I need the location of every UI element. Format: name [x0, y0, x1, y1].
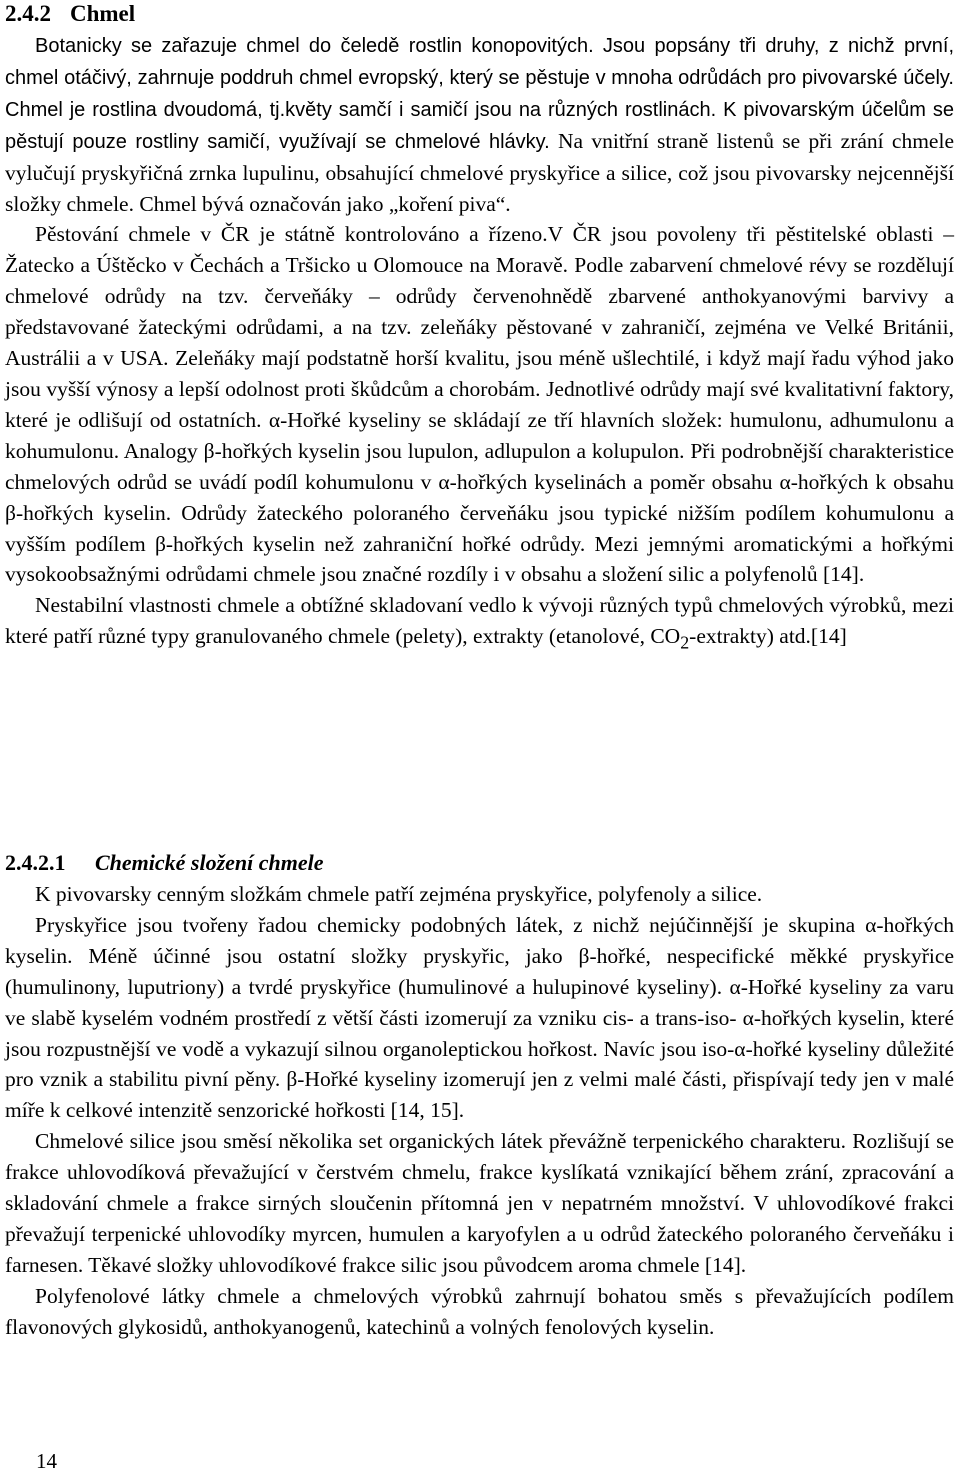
- paragraph: [5, 30, 954, 219]
- section-number: 2.4.2: [5, 1, 51, 26]
- section-heading: [5, 2, 135, 26]
- subsection-number: 2.4.2.1: [5, 850, 66, 875]
- paragraph: Pěstování chmele v ČR je státně kontrolováno a řízeno.V ČR jsou povoleny tři pěstitelské oblasti – Žatecko a Úštěcko v Čechách a Tršicko u Olomouce na Moravě. Podle zabarvení chmelové révy se rozdělují chmelové odrůdy na tzv. červeňáky – odrůdy červenohnědě zbarvené anthokyanovými barvivy a představované žateckými odrůdami, a na tzv. zeleňáky pěstované v zahraničí, zejména ve Velké Británii, Austrálii a v USA. Zeleňáky mají podstatně horší kvalitu, jsou méně ušlechtilé, i když mají řadu výhod jako jsou vyšší výnosy a lepší odolnost proti škůdcům a chorobám. Jednotlivé odrůdy mají své kvalitativní faktory, které je odlišují od ostatních. α-Hořké kyseliny se skládají ze tří hlavních složek: humulonu, adhumulonu a kohumulonu. Analogy β-hořkých kyselin jsou lupulon, adlupulon a kolupulon. Při podrobnější charakteristice chmelových odrůd se uvádí podíl kohumulonu v α-hořkých kyselinách a poměr obsahu α-hořkých k obsahu β-hořkých kyselin. Odrůdy žateckého poloraného červeňáku jsou typické nižším podílem kohumulonu a vyšším podílem β-hořkých kyselin než zahraniční hořké odrůdy. Mezi jemnými aromatickými a hořkými vysokoobsažnými odrůdami chmele jsou značné rozdíly i v obsahu a složení silic a polyfenolů [14].: [5, 222, 954, 587]
- section-body: [5, 30, 954, 658]
- paragraph: [5, 590, 954, 658]
- paragraph: K pivovarsky cenným složkám chmele patří zejména pryskyřice, polyfenoly a silice.: [35, 882, 763, 906]
- paragraph: Chmelové silice jsou směsí několika set organických látek převážně terpenického charakteru. Rozlišují se frakce uhlovodíková převažující v čerstvém chmelu, frakce kyslíkatá vznikající během zrání, zpracování a skladování chmele a frakce sirných sloučenin přítomná jen v nepatrném množství. V uhlovodíkové frakci převažují terpenické uhlovodíky myrcen, humulen a karyofylen a u odrůd žateckého poloraného červeňáku i farnesen. Těkavé složky uhlovodíkové frakce silic jsou původcem aroma chmele [14].: [5, 1129, 954, 1277]
- paragraph-sans-run: Botanicky se zařazuje chmel do čeledě rostlin konopovitých. Jsou popsány tři druhy, z nichž první, chmel otáčivý, zahrnuje poddruh chmel evropský, který se pěstuje v mnoha odrůdách pro pivovarské účely. Chmel je rostlina dvoudomá, tj.květy samčí i samičí jsou na různých rostlinách. K pivovarským účelům se pěstují pouze rostliny samičí, využívají se chmelové hlávky.: [5, 35, 954, 153]
- paragraph-serif-run: Na vnitřní straně listenů se při zrání chmele vylučují pryskyřičná zrnka lupulinu, obsahující chmelové pryskyřice a silice, což jsou pivovarsky nejcennější složky chmele. Chmel bývá označován jako „koření piva“.: [5, 128, 954, 216]
- paragraph-text: -extrakty) atd.[14]: [689, 624, 847, 649]
- subscript: 2: [680, 632, 690, 653]
- page-number: 14: [36, 1449, 57, 1473]
- paragraph-text: Nestabilní vlastnosti chmele a obtížné skladovaní vedlo k vývoji různých typů chmelových výrobků, mezi které patří různé typy granulovaného chmele (pelety), extrakty (etanolové, CO: [5, 593, 954, 649]
- paragraph: Pryskyřice jsou tvořeny řadou chemicky podobných látek, z nichž nejúčinnější je skupina α-hořkých kyselin. Méně účinné jsou ostatní složky pryskyřic, jako β-hořké, nespecifické měkké pryskyřice (humulinony, luputriony) a tvrdé pryskyřice (humulinové a hulupinové kyseliny). α-Hořké kyseliny za varu ve slabě kyselém vodném prostředí z větší části izomerují za vzniku cis- a trans-iso- α-hořkých kyselin, které jsou rozpustnější ve vodě a vykazují silnou organoleptickou hořkost. Navíc jsou iso-α-hořké kyseliny důležité pro vznik a stabilitu pivní pěny. β-Hořké kyseliny izomerují jen z velmi malé části, přispívají tedy jen v malé míře k celkové intenzitě senzorické hořkosti [14, 15].: [5, 912, 954, 1123]
- subsection-heading: [5, 851, 324, 875]
- subsection-title: Chemické složení chmele: [95, 850, 324, 875]
- paragraph: Polyfenolové látky chmele a chmelových výrobků zahrnují bohatou směs s převažujících podílem flavonových glykosidů, anthokyanogenů, katechinů a volných fenolových kyselin.: [5, 1283, 954, 1339]
- subsection-body: [5, 879, 954, 1343]
- section-title: Chmel: [70, 1, 136, 26]
